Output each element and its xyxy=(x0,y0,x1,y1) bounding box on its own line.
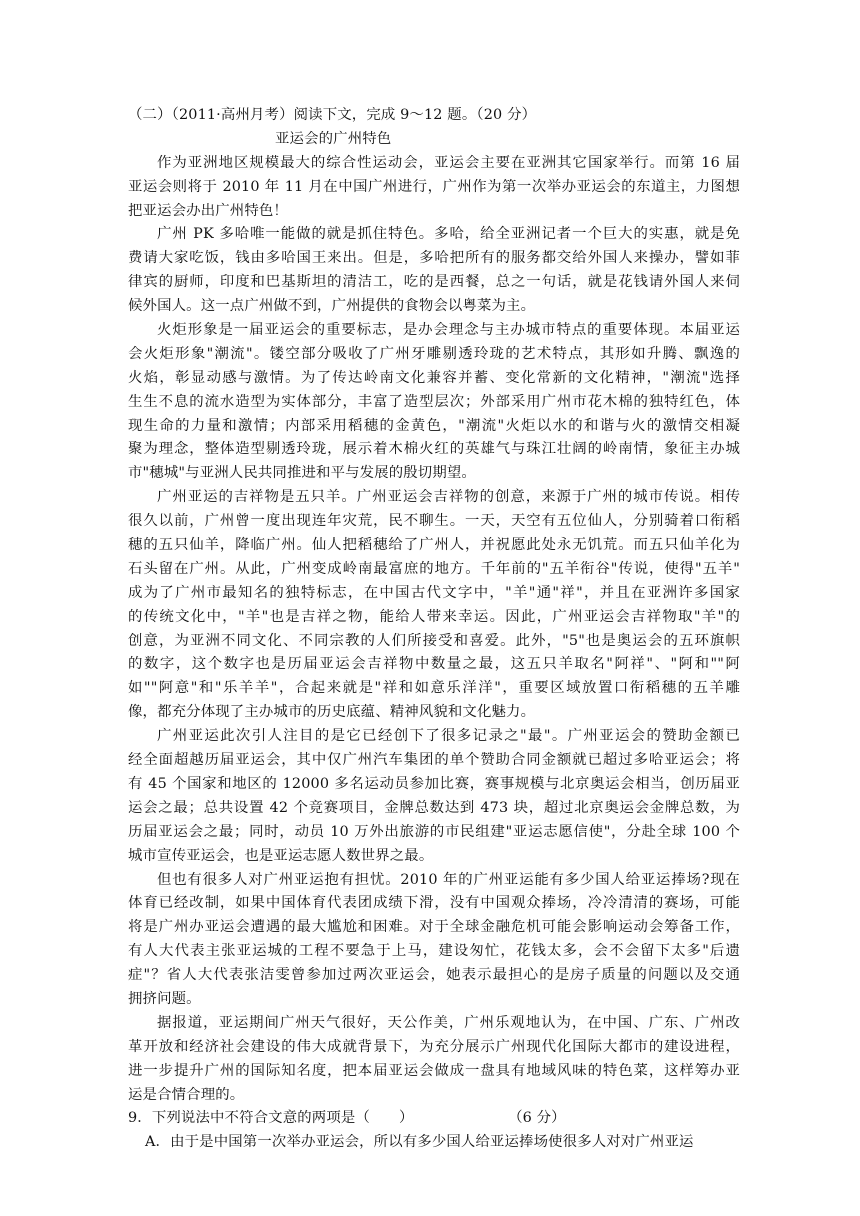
paragraph-line: 将是广州办亚运会遭遇的最大尴尬和困难。对于全球金融危机可能会影响运动会筹备工作， xyxy=(128,919,740,936)
paragraph-line: 城市宣传亚运会，也是亚运志愿人数世界之最。 xyxy=(128,847,434,864)
paragraph-line: 火焰，彰显动感与激情。为了传达岭南文化兼容并蓄、变化常新的文化精神，"潮流"选择 xyxy=(128,369,740,386)
paragraph xyxy=(128,152,740,224)
paragraph-line: 创意，为亚洲不同文化、不同宗教的人们所接受和喜爱。此外，"5"也是奥运会的五环旗帜 xyxy=(128,632,740,649)
paragraph-line: 革开放和经济社会建设的伟大成就背景下，为充分展示广州现代化国际大都市的建设进程， xyxy=(128,1038,740,1055)
paragraph-line: 火炬形象是一届亚运会的重要标志，是办会理念与主办城市特点的重要体现。本届亚运 xyxy=(157,322,740,339)
paragraph-line: 体育已经改制，如果中国体育代表团成绩下滑，没有中国观众捧场，冷冷清清的赛场，可能 xyxy=(128,895,740,912)
paragraph-line: 有 45 个国家和地区的 12000 多名运动员参加比赛，赛事规模与北京奥运会相当，创历届亚 xyxy=(128,775,740,792)
paragraph-line: 现生命的力量和激情；内部采用稻穗的金黄色，"潮流"火炬以水的和谐与火的激情交相凝 xyxy=(128,417,740,434)
paragraph-line: 费请大家吃饭，钱由多哈国王来出。但是，多哈把所有的服务都交给外国人来操办，譬如菲 xyxy=(128,250,740,267)
paragraph-line: 作为亚洲地区规模最大的综合性运动会，亚运会主要在亚洲其它国家举行。而第 16 届 xyxy=(157,154,740,171)
paragraph-line: 像，都充分体现了主办城市的历史底蕴、精神风貌和文化魅力。 xyxy=(128,704,536,721)
paragraph-line: 成为了广州市最知名的独特标志，在中国古代文字中，"羊"通"祥"，并且在亚洲许多国家 xyxy=(128,584,740,601)
question-9: 9．下列说法中不符合文意的两项是（ ） （6 分） xyxy=(128,1110,566,1127)
paragraph-line: 但也有很多人对广州亚运抱有担忧。2010 年的广州亚运能有多少国人给亚运捧场?现在 xyxy=(157,871,740,888)
paragraph-line: 市"穗城"与亚洲人民共同推进和平与发展的殷切期望。 xyxy=(128,465,476,482)
paragraph-line: 运会之最；总共设置 42 个竞赛项目，金牌总数达到 473 块，超过北京奥运会金牌总数，为 xyxy=(128,799,740,816)
paragraph-line: 经全面超越历届亚运会，其中仅广州汽车集团的单个赞助合同金额就已超过多哈亚运会；将 xyxy=(128,752,740,769)
section-header: （二）（2011·高州月考）阅读下文，完成 9～12 题。（20 分） xyxy=(128,107,537,123)
paragraph-line: 律宾的厨师，印度和巴基斯坦的清洁工，吃的是西餐，总之一句话，就是花钱请外国人来伺 xyxy=(128,274,740,291)
paragraph xyxy=(128,869,740,1012)
paragraph-line: 进一步提升广州的国际知名度，把本届亚运会做成一盘具有地域风味的特色菜，这样筹办亚 xyxy=(128,1062,740,1079)
paragraph-line: 症"？省人大代表张洁雯曾参加过两次亚运会，她表示最担心的是房子质量的问题以及交通 xyxy=(128,967,740,984)
article-body xyxy=(128,152,740,1108)
paragraph-line: 的传统文化中，"羊"也是吉祥之物，能给人带来幸运。因此，广州亚运会吉祥物取"羊"的 xyxy=(128,608,740,625)
paragraph-line: 候外国人。这一点广州做不到，广州提供的食物会以粤菜为主。 xyxy=(128,298,536,315)
paragraph-line: 如""阿意"和"乐羊羊"，合起来就是"祥和如意乐洋洋"，重要区域放置口衔稻穗的五羊雕 xyxy=(128,680,740,697)
paragraph-line: 运是合情合理的。 xyxy=(128,1086,245,1103)
paragraph xyxy=(128,1012,740,1108)
paragraph-line: 拥挤问题。 xyxy=(128,990,201,1007)
paragraph xyxy=(128,223,740,319)
paragraph xyxy=(128,725,740,868)
paragraph-line: 亚运会则将于 2010 年 11 月在中国广州进行，广州作为第一次举办亚运会的东道主，力图想 xyxy=(128,178,740,195)
paragraph-line: 生生不息的流水造型为实体部分，丰富了造型层次；外部采用广州市花木棉的独特红色，体 xyxy=(128,393,740,410)
question-9-option-a: A．由于是中国第一次举办亚运会，所以有多少国人给亚运捧场使很多人对对广州亚运 xyxy=(145,1134,694,1151)
paragraph-line: 石头留在广州。从此，广州变成岭南最富庶的地方。千年前的"五羊衔谷"传说，使得"五羊" xyxy=(128,560,740,577)
paragraph-line: 有人大代表主张亚运城的工程不要急于上马，建设匆忙，花钱太多，会不会留下太多"后遗 xyxy=(128,943,740,960)
paragraph-line: 广州亚运此次引人注目的是它已经创下了很多记录之"最"。广州亚运会的赞助金额已 xyxy=(157,728,740,745)
paragraph-line: 据报道，亚运期间广州天气很好，天公作美，广州乐观地认为，在中国、广东、广州改 xyxy=(157,1014,740,1031)
paragraph-line: 广州 PK 多哈唯一能做的就是抓住特色。多哈，给全亚洲记者一个巨大的实惠，就是免 xyxy=(157,226,740,243)
document-page xyxy=(128,104,740,1155)
paragraph-line: 广州亚运的吉祥物是五只羊。广州亚运会吉祥物的创意，来源于广州的城市传说。相传 xyxy=(157,489,740,506)
paragraph-line: 把亚运会办出广州特色！ xyxy=(128,202,288,219)
paragraph-line: 聚为理念，整体造型剔透玲珑，展示着木棉火红的英雄气与珠江壮阔的岭南情，象征主办城 xyxy=(128,441,740,458)
paragraph-line: 的数字，这个数字也是历届亚运会吉祥物中数量之最，这五只羊取名"阿祥"、"阿和""阿 xyxy=(128,656,740,673)
paragraph-line: 会火炬形象"潮流"。镂空部分吸收了广州牙雕剔透玲珑的艺术特点，其形如升腾、飘逸的 xyxy=(128,345,740,362)
paragraph-line: 很久以前，广州曾一度出现连年灾荒，民不聊生。一天，天空有五位仙人，分别骑着口衔稻 xyxy=(128,513,740,530)
paragraph-line: 历届亚运会之最；同时，动员 10 万外出旅游的市民组建"亚运志愿信使"，分赴全球 100 个 xyxy=(128,823,740,840)
paragraph xyxy=(128,319,740,486)
article-title: 亚运会的广州特色 xyxy=(275,130,392,147)
paragraph-line: 穗的五只仙羊，降临广州。仙人把稻穗给了广州人，并祝愿此处永无饥荒。而五只仙羊化为 xyxy=(128,537,740,554)
paragraph xyxy=(128,486,740,725)
